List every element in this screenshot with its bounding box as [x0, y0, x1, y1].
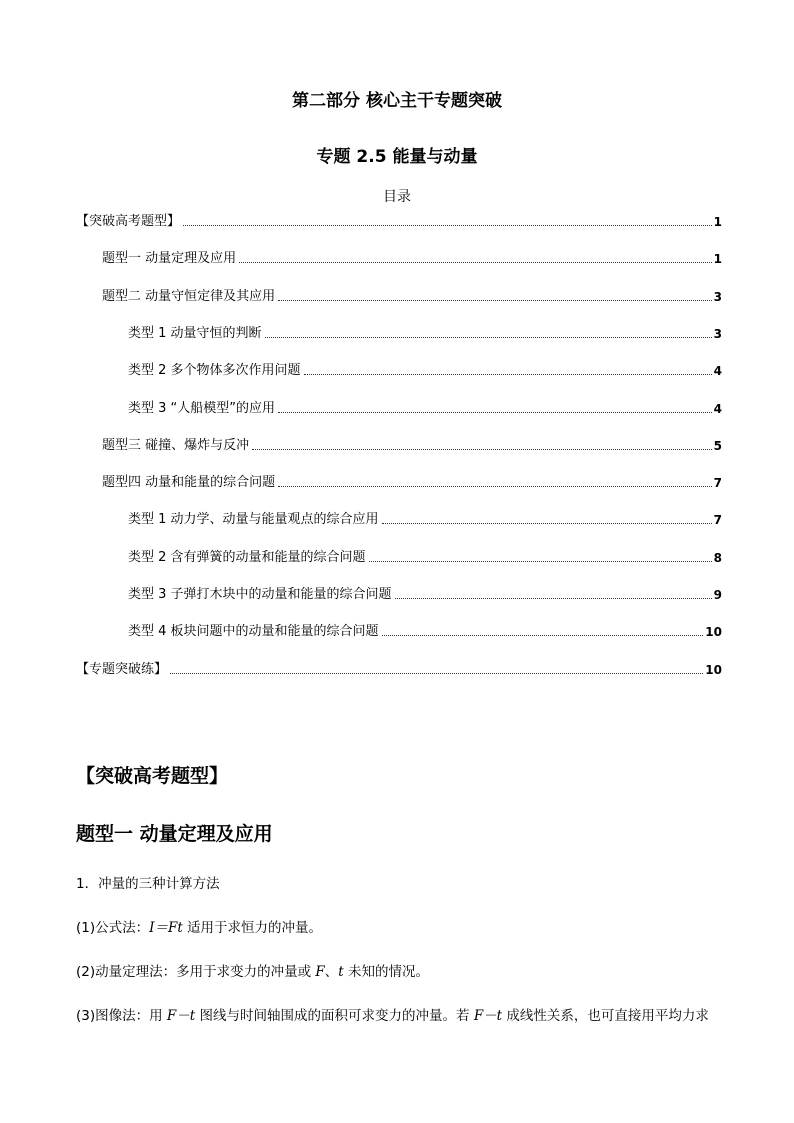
toc-leader-dots	[278, 485, 712, 487]
variable-f: F	[315, 964, 325, 980]
toc-page-number: 3	[713, 290, 722, 304]
toc-page-number: 1	[713, 252, 722, 266]
formula: F－t	[166, 1008, 196, 1024]
toc-entry[interactable]	[76, 210, 722, 230]
toc-entry[interactable]	[102, 247, 722, 267]
toc-page-number: 8	[713, 551, 722, 565]
toc-leader-dots	[382, 634, 704, 636]
toc-page-number: 3	[713, 327, 722, 341]
paragraph-formula-method	[76, 916, 734, 936]
toc-entry[interactable]	[102, 285, 722, 305]
toc-leader-dots	[382, 522, 712, 524]
toc-page-number: 10	[705, 663, 722, 677]
paragraph-text: (2)动量定理法：多用于求变力的冲量或	[76, 964, 316, 980]
toc-entry-label: 类型 1 动量守恒的判断	[128, 326, 262, 341]
toc-leader-dots	[265, 336, 712, 338]
toc-entry-label: 类型 3 子弹打木块中的动量和能量的综合问题	[128, 587, 392, 602]
part-title: 第二部分 核心主干专题突破	[292, 91, 502, 111]
paragraph-graph-method	[76, 1004, 734, 1024]
paragraph-text: 成线性关系，也可直接用平均力求	[502, 1008, 709, 1024]
toc-entry-label: 题型四 动量和能量的综合问题	[102, 475, 276, 490]
variable-t: t	[338, 964, 344, 980]
toc-leader-dots	[369, 560, 712, 562]
toc-page-number: 10	[705, 625, 722, 639]
paragraph-text: 适用于求恒力的冲量。	[182, 920, 323, 936]
toc-leader-dots	[170, 672, 703, 674]
toc-entry[interactable]	[128, 397, 722, 417]
toc-entry[interactable]	[102, 434, 722, 454]
paragraph-theorem-method	[76, 960, 734, 980]
section-heading: 【突破高考题型】	[76, 765, 229, 787]
toc-entry-label: 类型 2 多个物体多次作用问题	[128, 363, 301, 378]
toc-leader-dots	[395, 597, 712, 599]
toc-entry[interactable]	[128, 546, 722, 566]
toc-entry[interactable]	[128, 583, 722, 603]
paragraph-impulse-methods	[76, 872, 734, 892]
toc-entry-label: 题型一 动量定理及应用	[102, 251, 237, 266]
toc-heading: 目录	[383, 189, 411, 205]
toc-entry[interactable]	[128, 508, 722, 528]
formula: F－t	[473, 1008, 503, 1024]
toc-entry[interactable]	[128, 620, 722, 640]
toc-page-number: 4	[713, 364, 722, 378]
toc-page-number: 7	[713, 513, 722, 527]
toc-page-number: 9	[713, 588, 722, 602]
toc-page-number: 5	[713, 439, 722, 453]
toc-page-number: 4	[713, 402, 722, 416]
toc-entry-label: 类型 1 动力学、动量与能量观点的综合应用	[128, 512, 379, 527]
toc-leader-dots	[239, 261, 712, 263]
toc-leader-dots	[252, 448, 712, 450]
toc-entry[interactable]	[128, 359, 722, 379]
paragraph-text: (1)公式法：	[76, 920, 150, 936]
toc-entry[interactable]	[76, 658, 722, 678]
toc-entry[interactable]	[102, 471, 722, 491]
toc-entry-label: 题型二 动量守恒定律及其应用	[102, 289, 276, 304]
toc-page-number: 7	[713, 476, 722, 490]
toc-leader-dots	[304, 373, 712, 375]
toc-entry-label: 【突破高考题型】	[76, 214, 181, 229]
topic-title: 专题 2.5 能量与动量	[316, 147, 478, 167]
toc-leader-dots	[278, 411, 712, 413]
paragraph-text: 1．冲量的三种计算方法	[76, 876, 220, 892]
toc-entry-label: 【专题突破练】	[76, 662, 168, 677]
toc-leader-dots	[278, 299, 712, 301]
toc-leader-dots	[183, 224, 712, 226]
toc-page-number: 1	[713, 215, 722, 229]
paragraph-text: 、	[324, 964, 339, 980]
formula: I＝Ft	[149, 920, 183, 936]
subsection-heading: 题型一 动量定理及应用	[76, 823, 273, 845]
toc-entry-label: 类型 2 含有弹簧的动量和能量的综合问题	[128, 550, 366, 565]
paragraph-text: 未知的情况。	[343, 964, 430, 980]
toc-entry-label: 类型 4 板块问题中的动量和能量的综合问题	[128, 624, 379, 639]
paragraph-text: 图线与时间轴围成的面积可求变力的冲量。若	[195, 1008, 474, 1024]
paragraph-text: (3)图像法：用	[76, 1008, 167, 1024]
toc-entry[interactable]	[128, 322, 722, 342]
toc-entry-label: 类型 3 “人船模型”的应用	[128, 401, 276, 416]
toc-entry-label: 题型三 碰撞、爆炸与反冲	[102, 438, 250, 453]
